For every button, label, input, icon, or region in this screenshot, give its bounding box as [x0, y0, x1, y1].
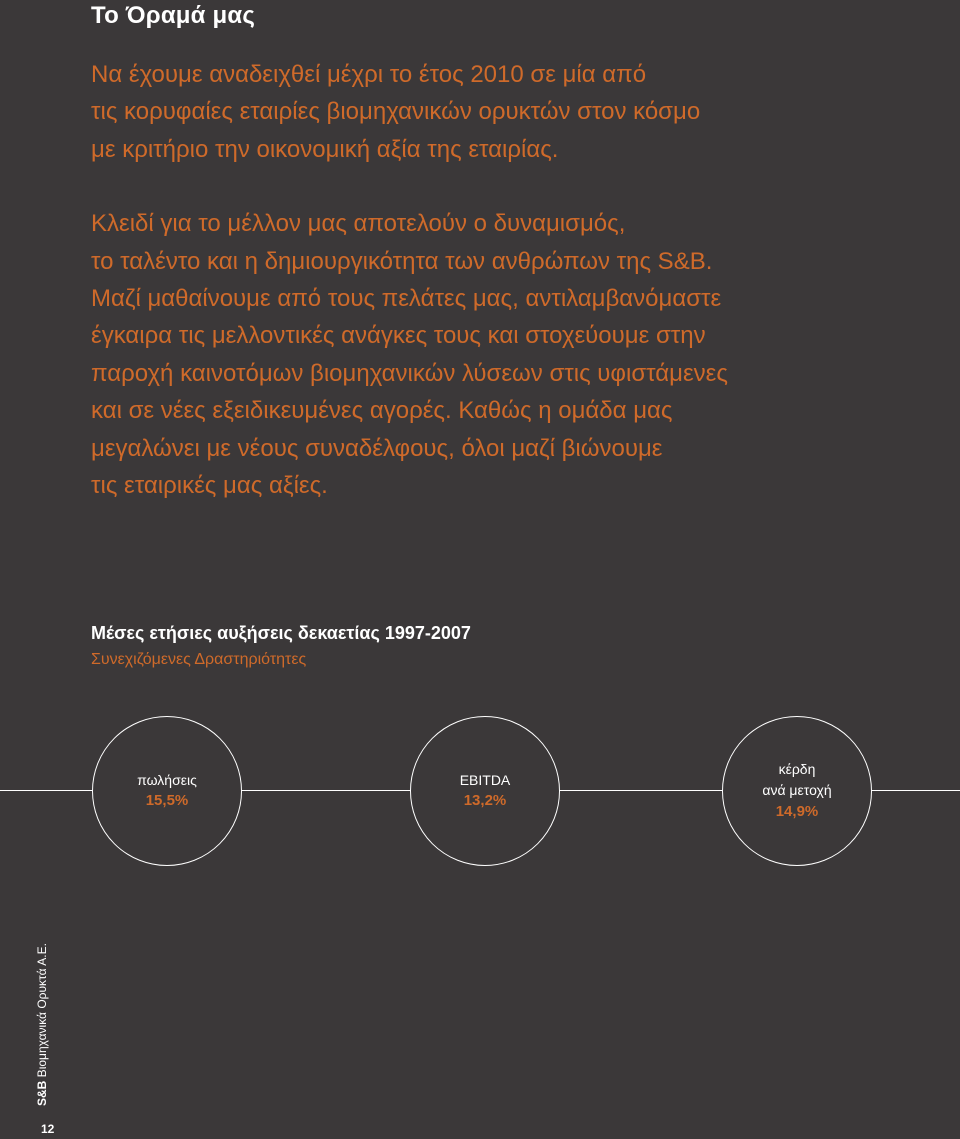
- metric-value: 14,9%: [775, 803, 819, 820]
- page-number: 12: [41, 1122, 55, 1136]
- growth-section-subtitle: Συνεχιζόμενες Δραστηριότητες: [91, 651, 307, 668]
- vision-line: τις κορυφαίες εταιρίες βιομηχανικών ορυκτών στον κόσμο: [91, 98, 701, 126]
- page-title: Το Όραμά μας: [91, 2, 256, 29]
- company-name: Βιομηχανικά Ορυκτά Α.Ε.: [35, 943, 49, 1078]
- metric-value: 15,5%: [145, 792, 189, 809]
- metric-label: ανά μετοχή: [762, 782, 832, 798]
- metric-value: 13,2%: [463, 792, 507, 809]
- vision-line: με κριτήριο την οικονομική αξία της εταιρίας.: [91, 135, 559, 163]
- vision-line: Μαζί μαθαίνουμε από τους πελάτες μας, αντιλαμβανόμαστε: [91, 285, 722, 313]
- metric-label: πωλήσεις: [137, 772, 197, 788]
- vision-line: και σε νέες εξειδικευμένες αγορές. Καθώς η ομάδα μας: [91, 397, 673, 425]
- vision-line: μεγαλώνει με νέους συναδέλφους, όλοι μαζί βιώνουμε: [91, 434, 663, 462]
- vision-line: Να έχουμε αναδειχθεί μέχρι το έτος 2010 σε μία από: [91, 61, 647, 88]
- brand-name: S&B: [35, 1080, 49, 1106]
- vision-line: παροχή καινοτόμων βιομηχανικών λύσεων στις υφιστάμενες: [91, 359, 728, 387]
- vision-line: τις εταιρικές μας αξίες.: [91, 472, 328, 500]
- metric-circle-eps: [722, 716, 872, 866]
- sidebar-company-name: [34, 906, 50, 1106]
- vision-line: το ταλέντο και η δημιουργικότητα των ανθρώπων της S&B.: [91, 247, 713, 275]
- vision-line: έγκαιρα τις μελλοντικές ανάγκες τους και στοχεύουμε στην: [91, 322, 706, 350]
- metric-label: κέρδη: [778, 761, 816, 777]
- growth-section-title: Μέσες ετήσιες αυξήσεις δεκαετίας 1997-2007: [91, 623, 471, 643]
- vision-line: Κλειδί για το μέλλον μας αποτελούν ο δυναμισμός,: [91, 210, 626, 238]
- metric-circle-sales: [92, 716, 242, 866]
- vision-statement: [91, 56, 951, 504]
- metric-circle-ebitda: [410, 716, 560, 866]
- metric-label: EBITDA: [459, 772, 511, 788]
